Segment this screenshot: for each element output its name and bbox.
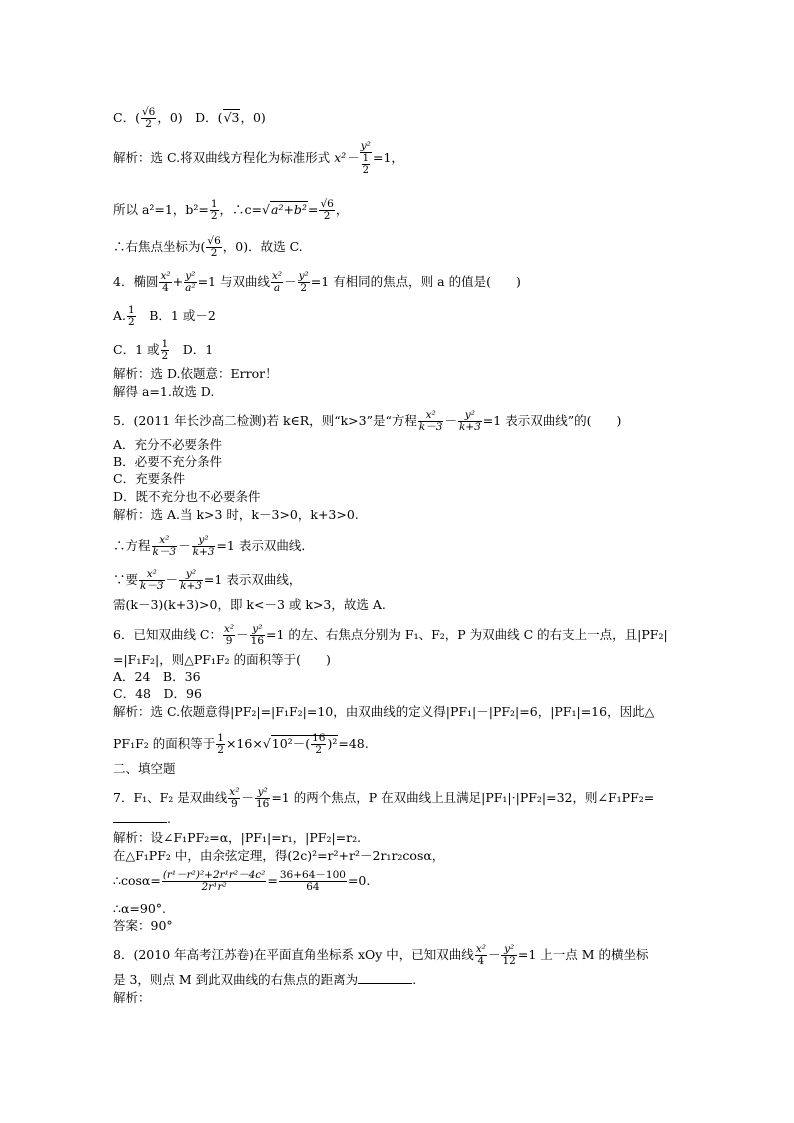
option-a-b: A．24 B．36 bbox=[113, 669, 201, 684]
fraction: $\frac{√6}{2}$ bbox=[141, 106, 156, 130]
blank-line bbox=[113, 812, 167, 823]
analysis-line: ∵要 $\frac{\text{x²}}{k-3}$ － $\frac{\text{y²}}{k+3}$ =1 表示双曲线， bbox=[113, 568, 302, 592]
analysis-line: PF₁F₂ 的面积等于 $\frac{1}{2}$ ×16×√10²－( $\frac{16}{2}$ )²=48. bbox=[113, 732, 369, 756]
question-7: 7．F₁、F₂ 是双曲线 $\frac{\text{x²}}{9}$ － $\frac{\text{y²}}{16}$ =1 的两个焦点，P 在双曲线上且满足|PF₁|·|PF₂|=32，则∠F₁PF₂= bbox=[113, 786, 655, 810]
analysis-line: 解析：选 D.依题意：Error！ bbox=[113, 366, 278, 381]
question-8-cont: 是 3，则点 M 到此双曲线的右焦点的距离为 . bbox=[113, 972, 417, 987]
analysis-line: 解析：设∠F₁PF₂=α，|PF₁|=r₁，|PF₂|=r₂. bbox=[113, 830, 362, 845]
answer-line: 答案：90° bbox=[113, 918, 173, 933]
analysis-line: 解析：选 A.当 k>3 时，k－3>0，k+3>0. bbox=[113, 507, 359, 522]
analysis-line: 解析： bbox=[113, 990, 151, 1005]
option-c: C．充要条件 bbox=[113, 471, 186, 486]
answer-blank: . bbox=[113, 811, 171, 826]
analysis-line: ∴右焦点坐标为( $\frac{√6}{2}$ ，0)．故选 C. bbox=[113, 235, 303, 259]
section-heading: 二、填空题 bbox=[113, 761, 176, 776]
option-b: B．必要不充分条件 bbox=[113, 454, 223, 469]
blank-line bbox=[358, 973, 412, 984]
option-c-d: C．48 D．96 bbox=[113, 686, 202, 701]
question-6-cont: =|F₁F₂|，则△PF₁F₂ 的面积等于( ) bbox=[113, 652, 331, 667]
analysis-line: 所以 a²=1，b²= $\frac{1}{2}$ ，∴c=√a²+b²= $\frac{√6}{2}$ ， bbox=[113, 198, 349, 222]
fraction: $\frac{\text{y²}}{\frac{1}{2}}$ bbox=[360, 140, 371, 176]
analysis-line: 解析：选 C.依题意得|PF₂|=|F₁F₂|=10，由双曲线的定义得|PF₁|－|PF₂|=6，|PF₁|=16，因此△ bbox=[113, 704, 655, 719]
option-c-d: C．1 或 $\frac{1}{2}$ D．1 bbox=[113, 338, 214, 362]
option-a-b: A. $\frac{1}{2}$ B．1 或－2 bbox=[113, 304, 216, 328]
analysis-line: 解得 a=1.故选 D. bbox=[113, 384, 215, 399]
analysis-line: 需(k－3)(k+3)>0，即 k<－3 或 k>3，故选 A. bbox=[113, 597, 386, 612]
analysis-line: 解析：选 C.将双曲线方程化为标准形式 x²－ $\frac{\text{y²}}{\frac{1}{2}}$ =1， bbox=[113, 140, 404, 176]
question-8: 8．(2010 年高考江苏卷)在平面直角坐标系 xOy 中，已知双曲线 $\frac{\text{x²}}{4}$ － $\frac{\text{y²}}{12}$ =1 上一点 M 的横坐标 bbox=[113, 943, 649, 967]
option-d: D．既不充分也不必要条件 bbox=[113, 489, 261, 504]
analysis-line: ∴α=90°. bbox=[113, 901, 166, 916]
option-a: A．充分不必要条件 bbox=[113, 437, 223, 452]
question-4: 4．椭圆 $\frac{\text{x²}}{4}$ + $\frac{\text{y²}}{\text{a²}}$ =1 与双曲线 $\frac{\text{x²}}{a}$ － $\frac{\text{y²}}{2}$ =1 有相同的焦点，则 a 的值是( ) bbox=[113, 270, 521, 294]
option-c-d-line: C．( $\frac{√6}{2}$ ，0) D．(√3，0) bbox=[113, 106, 266, 130]
question-5: 5．(2011 年长沙高二检测)若 k∈R，则“k>3”是“方程 $\frac{\text{x²}}{k-3}$ － $\frac{\text{y²}}{k+3}$ =1 表示双曲线”的( ) bbox=[113, 409, 622, 433]
analysis-line: ∴方程 $\frac{\text{x²}}{k-3}$ － $\frac{\text{y²}}{k+3}$ =1 表示双曲线． bbox=[113, 534, 314, 558]
analysis-line: 在△F₁PF₂ 中，由余弦定理，得(2c)²=r²+r²－2r₁r₂cosα， bbox=[113, 848, 445, 863]
analysis-line: ∴cosα= $\frac{\text{(r¹－r²)²+2r¹r²－4c²}}{\text{2r¹r²}}$ = $\frac{36+64-100}{64}$ =0. bbox=[113, 869, 371, 893]
question-6: 6．已知双曲线 C： $\frac{\text{x²}}{9}$ － $\frac{\text{y²}}{16}$ =1 的左、右焦点分别为 F₁、F₂，P 为双曲线 C 的右支上一点，且|PF₂| bbox=[113, 623, 668, 647]
